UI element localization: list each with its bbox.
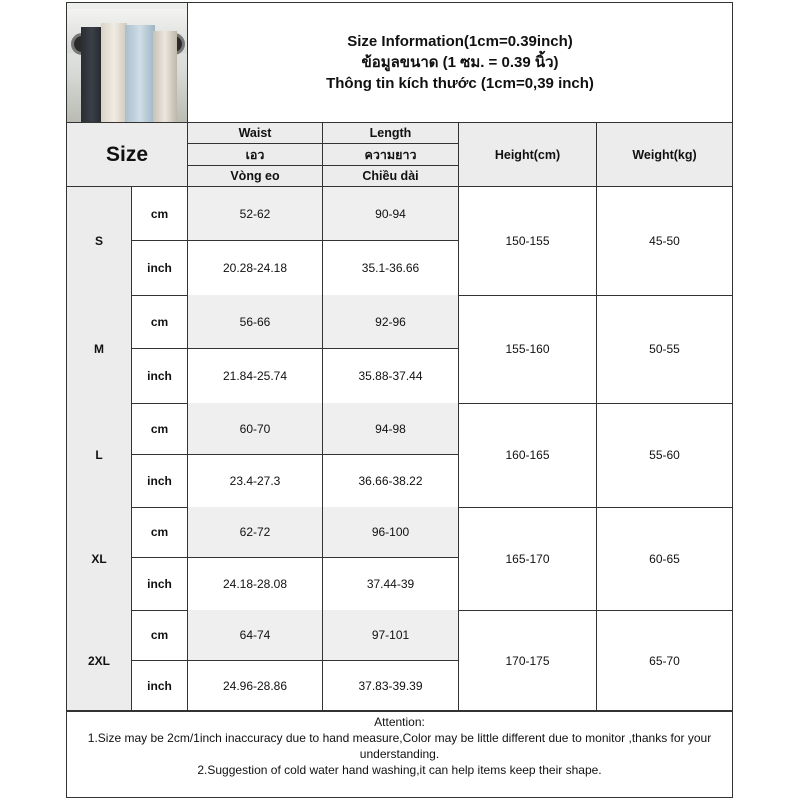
weight-range: 45-50 [649, 234, 680, 248]
note-1: 1.Size may be 2cm/1inch inaccuracy due to hand measure,Color may be little different due to monitor ,thanks for your understanding. [87, 731, 712, 761]
size-label: 2XL [67, 610, 131, 711]
blue-skirt [125, 25, 155, 123]
beige-skirt [153, 31, 177, 123]
size-label: S [67, 187, 131, 295]
unit-cm: cm [150, 206, 169, 221]
waist-header-en: Waist [188, 123, 322, 143]
length-inch: 37.83-39.39 [358, 679, 423, 693]
length-cm: 96-100 [323, 507, 458, 557]
waist-cm: 64-74 [188, 610, 322, 660]
page-title [188, 3, 732, 122]
weight-range: 50-55 [649, 342, 680, 356]
waist-inch: 23.4-27.3 [229, 474, 281, 488]
unit-cm: cm [150, 628, 169, 642]
unit-inch: inch [147, 261, 172, 275]
height-range: 165-170 [505, 551, 550, 566]
unit-inch: inch [147, 474, 172, 488]
length-header-vi: Chiều dài [323, 166, 458, 186]
weight-header: Weight(kg) [597, 123, 732, 186]
notes-heading: Attention: [374, 715, 425, 729]
waist-cm: 56-66 [188, 295, 322, 348]
waist-inch: 24.96-28.86 [222, 679, 288, 693]
size-header: Size [67, 123, 187, 186]
size-label: M [67, 295, 131, 403]
length-inch: 35.1-36.66 [361, 261, 420, 275]
length-cm: 92-96 [323, 295, 458, 348]
product-photo [67, 3, 187, 123]
weight-range: 65-70 [649, 653, 680, 668]
title-vietnamese: Thông tin kích thước (1cm=0,39 inch) [326, 75, 594, 92]
unit-cm: cm [150, 421, 169, 436]
waist-cm: 60-70 [188, 403, 322, 454]
size-label: L [67, 403, 131, 507]
waist-header-vi: Vòng eo [188, 166, 322, 186]
height-header: Height(cm) [459, 123, 596, 186]
length-header-th: ความยาว [323, 144, 458, 165]
title-thai: ข้อมูลขนาด (1 ซม. = 0.39 นิ้ว) [361, 54, 559, 71]
height-range: 170-175 [505, 653, 550, 668]
weight-range: 60-65 [649, 551, 680, 566]
waist-inch: 20.28-24.18 [222, 261, 288, 275]
length-inch: 37.44-39 [366, 577, 415, 591]
size-chart [66, 2, 733, 798]
length-cm: 94-98 [323, 403, 458, 454]
note-2: 2.Suggestion of cold water hand washing,it can help items keep their shape. [197, 763, 602, 777]
waist-inch: 21.84-25.74 [222, 369, 288, 383]
attention-notes [67, 710, 732, 797]
waist-cm: 52-62 [188, 187, 322, 240]
black-skirt [81, 27, 103, 123]
waist-inch: 24.18-28.08 [222, 577, 288, 591]
unit-inch: inch [147, 369, 172, 383]
height-range: 150-155 [505, 234, 550, 248]
unit-cm: cm [150, 314, 169, 329]
unit-inch: inch [147, 679, 172, 693]
title-english: Size Information(1cm=0.39inch) [347, 33, 573, 50]
height-range: 155-160 [505, 342, 550, 356]
waist-header-th: เอว [188, 144, 322, 165]
unit-inch: inch [147, 577, 172, 591]
length-cm: 90-94 [323, 187, 458, 240]
length-inch: 35.88-37.44 [358, 369, 423, 383]
length-header-en: Length [323, 123, 458, 143]
waist-cm: 62-72 [188, 507, 322, 557]
cream-skirt [101, 23, 127, 123]
unit-cm: cm [150, 525, 169, 539]
length-inch: 36.66-38.22 [358, 474, 423, 488]
length-cm: 97-101 [323, 610, 458, 660]
weight-range: 55-60 [649, 448, 680, 462]
size-label: XL [67, 507, 131, 610]
height-range: 160-165 [505, 448, 550, 462]
